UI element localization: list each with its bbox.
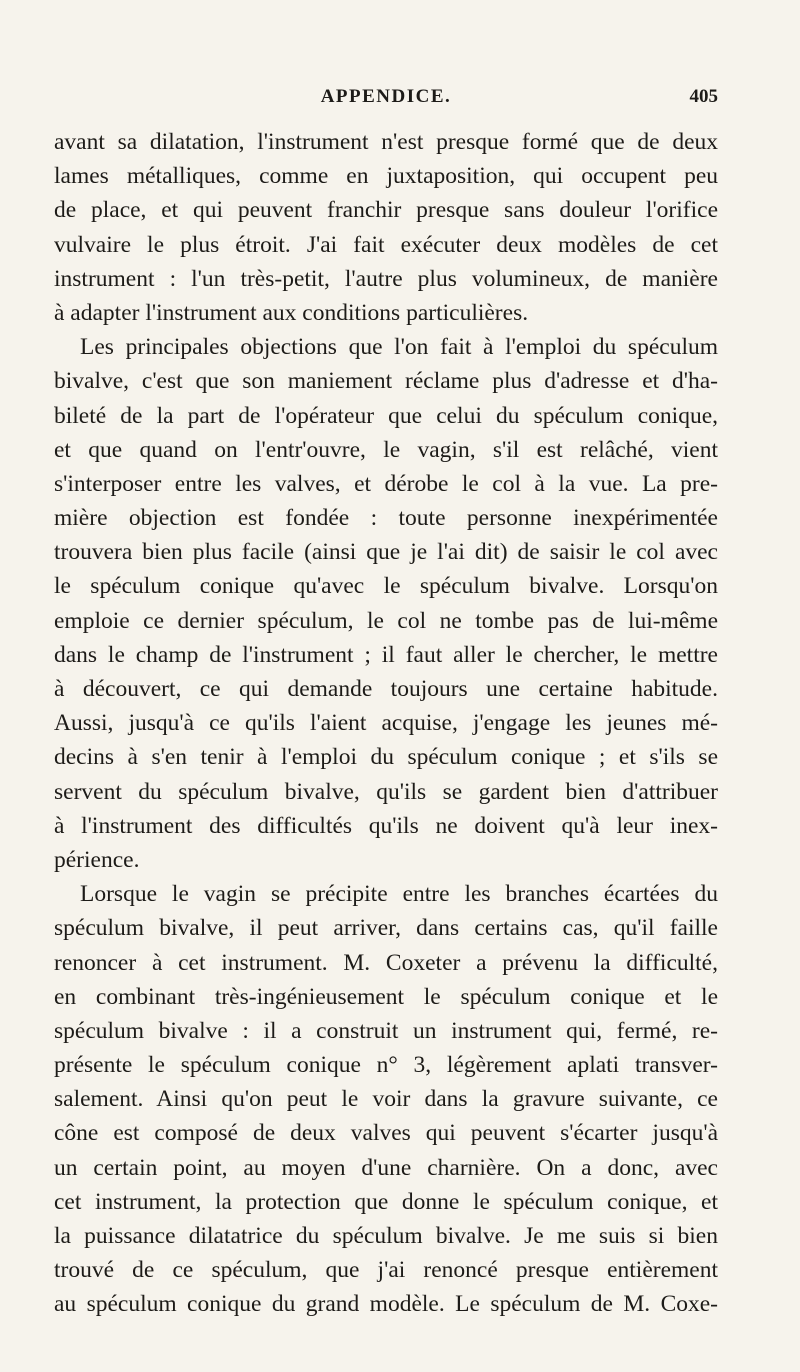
text-line: trouvé de ce spéculum, que j'ai renoncé presque entièrement [54, 1257, 718, 1284]
running-head [54, 86, 718, 116]
text-line: vulvaire le plus étroit. J'ai fait exécuter deux modèles de cet [54, 231, 718, 258]
text-line: la puissance dilatatrice du spéculum bivalve. Je me suis si bien [54, 1223, 718, 1249]
text-line: bivalve, c'est que son maniement réclame plus d'adresse et d'ha- [54, 368, 718, 395]
text-line: avant sa dilatation, l'instrument n'est presque formé que de deux [54, 129, 718, 155]
text-line: à l'instrument des difficultés qu'ils ne doivent qu'à leur inex- [54, 812, 718, 839]
text-line: périence. [54, 846, 140, 873]
text-line: emploie ce dernier spéculum, le col ne tombe pas de lui-même [54, 607, 718, 634]
text-line: le spéculum conique qu'avec le spéculum bivalve. Lorsqu'on [54, 573, 718, 600]
body-text [54, 125, 718, 1322]
text-line: decins à s'en tenir à l'emploi du spéculum conique ; et s'ils se [54, 744, 718, 771]
text-line: lames métalliques, comme en juxtaposition, qui occupent peu [54, 163, 718, 190]
text-line: à adapter l'instrument aux conditions particulières. [54, 299, 529, 326]
text-line: cet instrument, la protection que donne le spéculum conique, et [54, 1188, 718, 1215]
text-line: présente le spéculum conique n° 3, légèrement aplati transver- [54, 1052, 718, 1079]
text-line: trouvera bien plus facile (ainsi que je l'ai dit) de saisir le col avec [54, 539, 718, 566]
text-line: renoncer à cet instrument. M. Coxeter a prévenu la difficulté, [54, 949, 718, 976]
text-line: servent du spéculum bivalve, qu'ils se gardent bien d'attribuer [54, 778, 718, 805]
page-number: 405 [689, 86, 718, 107]
text-line: dans le champ de l'instrument ; il faut aller le chercher, le mettre [54, 641, 718, 668]
text-line: mière objection est fondée : toute personne inexpérimentée [54, 505, 718, 532]
text-line: à découvert, ce qui demande toujours une certaine habitude. [54, 676, 718, 702]
text-line: s'interposer entre les valves, et dérobe le col à la vue. La pre- [54, 470, 718, 497]
text-line: un certain point, au moyen d'une charnière. On a donc, avec [54, 1154, 718, 1181]
text-line: spéculum bivalve : il a construit un instrument qui, fermé, re- [54, 1017, 718, 1044]
text-line: spéculum bivalve, il peut arriver, dans certains cas, qu'il faille [54, 915, 718, 942]
text-line: cône est composé de deux valves qui peuvent s'écarter jusqu'à [54, 1120, 718, 1147]
text-line: instrument : l'un très-petit, l'autre plus volumineux, de manière [54, 265, 718, 292]
paragraph-first-line: Lorsque le vagin se précipite entre les branches écartées du [80, 881, 718, 908]
text-line: Aussi, jusqu'à ce qu'ils l'aient acquise, j'engage les jeunes mé- [54, 710, 718, 737]
text-line: en combinant très-ingénieusement le spéculum conique et le [54, 983, 718, 1010]
paragraph-first-line: Les principales objections que l'on fait à l'emploi du spéculum [80, 334, 718, 361]
running-title: APPENDICE. [320, 86, 452, 107]
text-line: bileté de la part de l'opérateur que celui du spéculum conique, [54, 402, 718, 429]
text-line: et que quand on l'entr'ouvre, le vagin, s'il est relâché, vient [54, 436, 718, 463]
text-line: salement. Ainsi qu'on peut le voir dans la gravure suivante, ce [54, 1086, 718, 1113]
text-line: au spéculum conique du grand modèle. Le spéculum de M. Coxe- [54, 1291, 718, 1318]
text-line: de place, et qui peuvent franchir presque sans douleur l'orifice [54, 197, 718, 224]
